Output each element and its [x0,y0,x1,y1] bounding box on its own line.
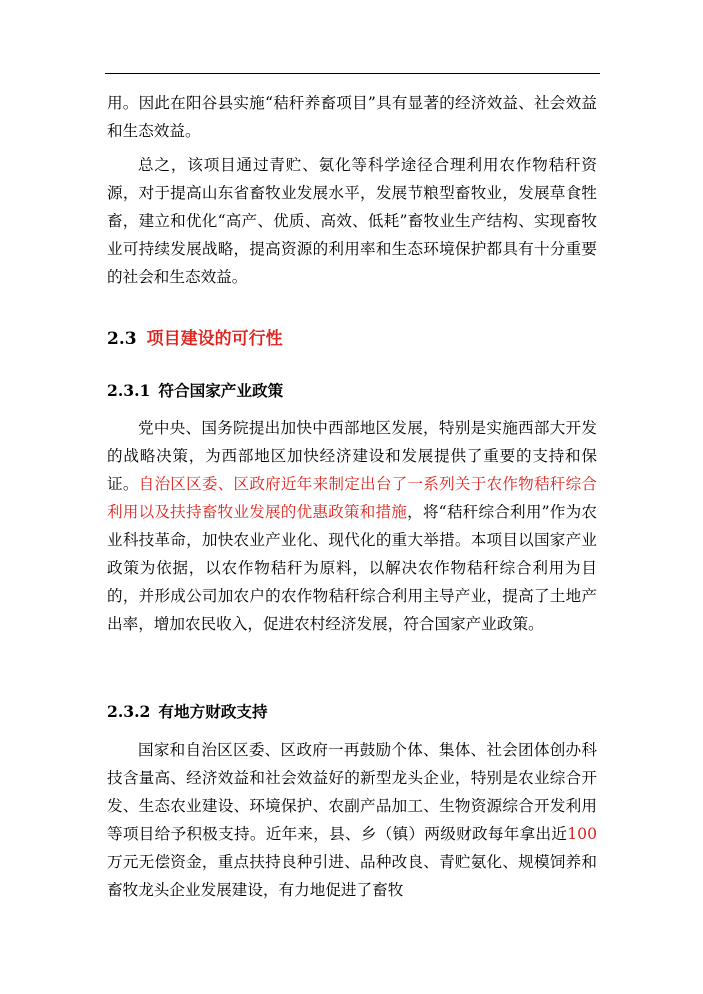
subsection-heading-finance [107,700,268,724]
subsection-number: 2.3.1 [107,381,151,400]
section-heading [107,327,283,351]
subsection-number: 2.3.2 [107,702,151,721]
header-rule [105,73,600,74]
subsection-title: 有地方财政支持 [158,702,268,721]
paragraph-policy [107,414,597,638]
finance-text-end: 万元无偿资金，重点扶持良种引进、品种改良、青贮氨化、规模饲养和畜牧龙头企业发展建设，有力地促进了畜牧 [107,853,597,899]
paragraph-finance [107,736,597,904]
paragraph-continued: 用。因此在阳谷县实施“秸秆养畜项目”具有显著的经济效益、社会效益和生态效益。 [107,94,597,140]
subsection-heading-policy [107,379,283,403]
policy-text-highlight: 自治区区委、区政府近年来制定出台了一系列关于农作物秸秆综合利用以及扶持畜牧业发展的优惠政策和措施 [107,475,597,521]
section-number: 2.3 [107,329,137,349]
finance-text-start: 国家和自治区区委、区政府一再鼓励个体、集体、社会团体创办科技含量高、经济效益和社会效益好的新型龙头企业，特别是农业综合开发、生态农业建设、环境保护、农副产品加工、生物资源综合开发利用等项目给予积极支持。近年来，县、乡（镇）两级财政每年拿出近 [107,741,597,843]
subsection-title: 符合国家产业政策 [158,381,284,400]
finance-amount: 100 [567,825,597,843]
paragraph-summary: 总之，该项目通过青贮、氨化等科学途径合理利用农作物秸秆资源，对于提高山东省畜牧业发展水平，发展节粮型畜牧业，发展草食牲畜，建立和优化“高产、优质、高效、低耗”畜牧业生产结构、实现畜牧业可持续发展战略，提高资源的利用率和生态环境保护都具有十分重要的社会和生态效益。 [107,156,597,286]
policy-text-end: ，将“秸秆综合利用”作为农业科技革命，加快农业产业化、现代化的重大举措。本项目以国家产业政策为依据，以农作物秸秆为原料，以解决农作物秸秆综合利用为目的，并形成公司加农户的农作物秸秆综合利用主导产业，提高了土地产出率，增加农民收入，促进农村经济发展，符合国家产业政策。 [107,503,597,633]
policy-text-start: 党中央、国务院提出加快中西部地区发展，特别是实施西部大开发的战略决策，为西部地区加快经济建设和发展提供了重要的支持和保证。 [107,419,597,493]
section-title: 项目建设的可行性 [146,329,283,349]
